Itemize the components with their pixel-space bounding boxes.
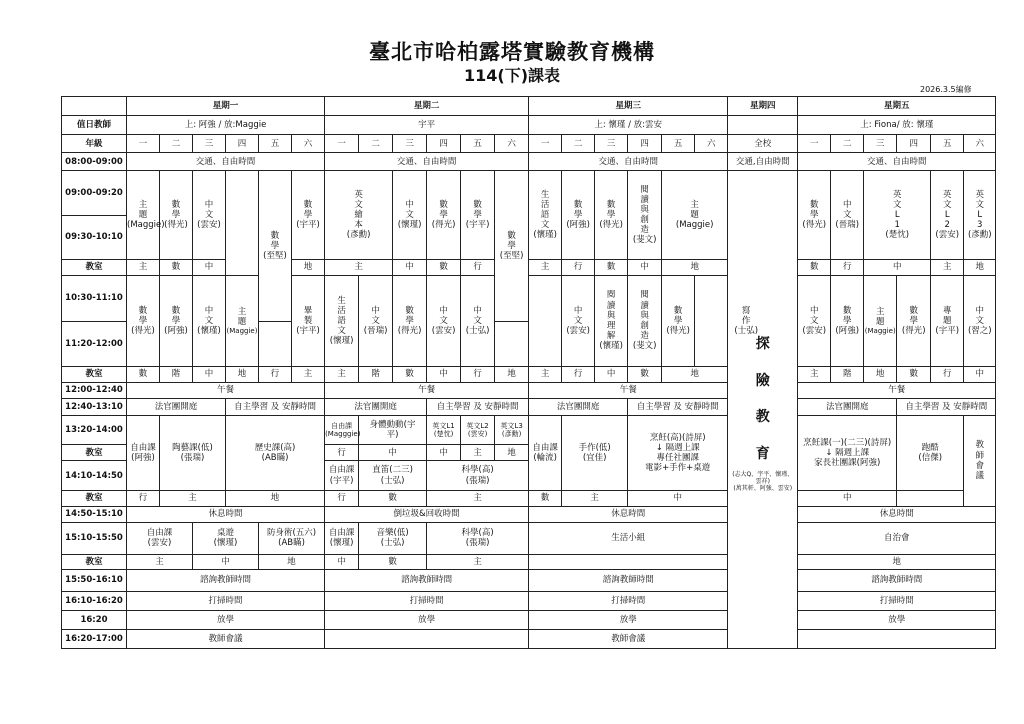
study-cell: 自主學習 及 安靜時間 bbox=[226, 398, 325, 415]
duty-mon: 上: 阿強 / 放:Maggie bbox=[127, 116, 325, 135]
room-cell: 中 bbox=[628, 491, 728, 507]
grade-cell: 一 bbox=[325, 135, 359, 153]
time-cell: 16:10-16:20 bbox=[62, 591, 127, 610]
room-cell: 主 bbox=[529, 367, 562, 383]
class-cell: 科學(高) (張瑞) bbox=[427, 461, 529, 491]
page-subtitle: 114(下)課表 bbox=[463, 66, 561, 85]
traffic-cell: 交通、自由時間 bbox=[325, 153, 529, 171]
room-cell: 主 bbox=[461, 445, 495, 461]
room-cell: 地 bbox=[662, 260, 728, 276]
room-cell: 數 bbox=[427, 260, 461, 276]
class-cell: 主 題 (Maggie) bbox=[864, 275, 897, 366]
room-cell: 地 bbox=[226, 491, 325, 507]
class-cell: 自由課 (宇平) bbox=[325, 461, 359, 491]
leave-cell: 放學 bbox=[127, 610, 325, 629]
grade-cell: 四 bbox=[897, 135, 931, 153]
room-cell: 中 bbox=[325, 554, 359, 570]
class-cell: 主 題 (Maggie) bbox=[662, 171, 728, 260]
time-cell: 08:00-09:00 bbox=[62, 153, 127, 171]
room-cell: 地 bbox=[495, 367, 529, 383]
court-cell: 法官團開庭 bbox=[529, 398, 628, 415]
grade-cell: 四 bbox=[628, 135, 662, 153]
clean-cell: 打掃時間 bbox=[798, 591, 996, 610]
rest-cell: 倒垃圾&回收時間 bbox=[325, 506, 529, 522]
room-cell: 行 bbox=[562, 260, 595, 276]
class-cell: 數 學 (得光) bbox=[897, 275, 931, 366]
club-cell: 烹飪課(一)(二三)(詩屏) ↓ 隔週上課 家長社團課(阿強) bbox=[798, 415, 897, 490]
class-cell: 中 文 (懷瑾) bbox=[193, 275, 226, 366]
room-cell: 地 bbox=[292, 260, 325, 276]
duty-thu bbox=[728, 116, 798, 135]
counsel-cell: 諮詢教師時間 bbox=[798, 570, 996, 591]
class-cell: 歷史課(高) (AB瞞) bbox=[226, 415, 325, 490]
class-cell: 數 學 (至堅) bbox=[259, 171, 292, 321]
duty-tue: 宇平 bbox=[325, 116, 529, 135]
room-cell: 主 bbox=[325, 367, 359, 383]
court-cell: 法官團開庭 bbox=[798, 398, 897, 415]
room-cell: 地 bbox=[662, 367, 728, 383]
class-cell: 中 文 (晉瑞) bbox=[359, 275, 393, 366]
class-cell: 數 學 (阿強) bbox=[831, 275, 864, 366]
grade-cell: 六 bbox=[695, 135, 728, 153]
class-cell bbox=[529, 275, 562, 366]
class-cell: 陶藝課(低) (張瑞) bbox=[160, 415, 226, 490]
traffic-cell: 交通、自由時間 bbox=[529, 153, 728, 171]
room-cell: 中 bbox=[595, 367, 628, 383]
room-label: 教室 bbox=[62, 445, 127, 461]
counsel-cell: 諮詢教師時間 bbox=[127, 570, 325, 591]
room-label: 教室 bbox=[62, 260, 127, 276]
class-cell: 數 學 (得光) bbox=[595, 171, 628, 260]
room-cell: 地 bbox=[226, 367, 259, 383]
room-cell: 主 bbox=[529, 260, 562, 276]
room-cell: 數 bbox=[127, 367, 160, 383]
time-cell: 09:30-10:10 bbox=[62, 215, 127, 259]
room-cell: 地 bbox=[259, 554, 325, 570]
lunch-cell: 午餐 bbox=[325, 382, 529, 398]
class-cell: 數 學 (宇平) bbox=[461, 171, 495, 260]
room-cell: 中 bbox=[193, 260, 226, 276]
time-cell: 15:50-16:10 bbox=[62, 570, 127, 591]
class-cell: 數 學 (宇平) bbox=[292, 171, 325, 260]
grade-cell: 三 bbox=[864, 135, 897, 153]
class-cell: 數 學 (得光) bbox=[127, 275, 160, 366]
time-cell: 10:30-11:10 bbox=[62, 275, 127, 321]
life-group-cell: 生活小組 bbox=[529, 522, 728, 554]
class-cell: 英文L2 (雲安) bbox=[461, 415, 495, 445]
class-cell: 防身術(五六) (AB瞞) bbox=[259, 522, 325, 554]
page-title: 臺北市哈柏露塔實驗教育機構 bbox=[369, 40, 655, 64]
room-cell: 階 bbox=[160, 367, 193, 383]
class-cell: 數 學 (得光) bbox=[393, 275, 427, 366]
grade-cell: 六 bbox=[292, 135, 325, 153]
room-cell: 中 bbox=[193, 367, 226, 383]
court-cell: 法官團開庭 bbox=[325, 398, 427, 415]
grade-label: 年級 bbox=[62, 135, 127, 153]
grade-cell: 六 bbox=[964, 135, 996, 153]
class-cell: 畢 製 (宇平) bbox=[292, 275, 325, 366]
grade-cell: 三 bbox=[193, 135, 226, 153]
meeting-row-cell: 教師會議 bbox=[529, 629, 728, 648]
room-cell: 主 bbox=[127, 260, 160, 276]
class-cell: 自由課 (阿強) bbox=[127, 415, 160, 490]
meeting-row-cell bbox=[325, 629, 529, 648]
room-cell: 行 bbox=[325, 491, 359, 507]
class-cell: 生 活 語 文 (懷瑾) bbox=[529, 171, 562, 260]
class-cell: 主 題 (Maggie) bbox=[226, 275, 259, 366]
leave-cell: 放學 bbox=[798, 610, 996, 629]
room-cell: 主 bbox=[127, 554, 193, 570]
corner-cell bbox=[62, 97, 127, 116]
grade-cell: 三 bbox=[595, 135, 628, 153]
class-cell: 科學(高) (張瑞) bbox=[427, 522, 529, 554]
class-cell: 中 文 (雲安) bbox=[798, 275, 831, 366]
meeting-cell: 教 師 會 議 bbox=[964, 415, 996, 506]
room-cell: 地 bbox=[495, 445, 529, 461]
class-cell: 中 文 (懷瑾) bbox=[393, 171, 427, 260]
time-cell: 11:20-12:00 bbox=[62, 321, 127, 367]
room-cell bbox=[897, 491, 964, 507]
class-cell: 中 文 (士弘) bbox=[461, 275, 495, 366]
grade-cell: 三 bbox=[393, 135, 427, 153]
grade-cell: 一 bbox=[798, 135, 831, 153]
room-cell: 數 bbox=[798, 260, 831, 276]
time-cell: 16:20 bbox=[62, 610, 127, 629]
grade-cell: 二 bbox=[831, 135, 864, 153]
adventure-cell: 探 險 教 育 (志大Q、宇平、懷瑾、 雲祥) (萬其軒、阿強、雲安) bbox=[728, 171, 798, 649]
day-fri: 星期五 bbox=[798, 97, 996, 116]
room-cell: 數 bbox=[628, 367, 662, 383]
room-cell: 數 bbox=[359, 554, 427, 570]
room-cell: 數 bbox=[897, 367, 931, 383]
room-cell: 行 bbox=[562, 367, 595, 383]
grade-cell: 二 bbox=[359, 135, 393, 153]
meeting-row-cell: 教師會議 bbox=[127, 629, 325, 648]
class-cell: 數 學 (阿強) bbox=[160, 275, 193, 366]
court-cell: 法官團開庭 bbox=[127, 398, 226, 415]
room-cell: 主 bbox=[798, 367, 831, 383]
class-cell: 自由課 (Magggie) bbox=[325, 415, 359, 445]
lunch-cell: 午餐 bbox=[529, 382, 728, 398]
room-cell: 中 bbox=[393, 260, 427, 276]
class-cell bbox=[226, 171, 259, 276]
room-cell: 中 bbox=[964, 367, 996, 383]
class-cell: 自由課 (懷瑾) bbox=[325, 522, 359, 554]
room-cell: 主 bbox=[427, 554, 529, 570]
grade-cell: 二 bbox=[562, 135, 595, 153]
grade-cell: 一 bbox=[127, 135, 160, 153]
duty-fri: 上: Fiona/ 放: 懷瑾 bbox=[798, 116, 996, 135]
room-cell: 中 bbox=[359, 445, 427, 461]
class-cell: 英文L1 (楚忱) bbox=[427, 415, 461, 445]
room-cell: 地 bbox=[964, 260, 996, 276]
day-tue: 星期二 bbox=[325, 97, 529, 116]
time-cell: 15:10-15:50 bbox=[62, 522, 127, 554]
rest-cell: 休息時間 bbox=[127, 506, 325, 522]
grade-all: 全校 bbox=[728, 135, 798, 153]
room-cell: 行 bbox=[325, 445, 359, 461]
room-cell: 行 bbox=[831, 260, 864, 276]
room-cell: 主 bbox=[562, 491, 628, 507]
class-cell: 中 文 (習之) bbox=[964, 275, 996, 366]
traffic-cell: 交通、自由時間 bbox=[127, 153, 325, 171]
time-cell: 12:00-12:40 bbox=[62, 382, 127, 398]
class-cell: 中 文 (雲安) bbox=[562, 275, 595, 366]
room-cell: 中 bbox=[427, 445, 461, 461]
grade-cell: 五 bbox=[662, 135, 695, 153]
class-cell: 寫 作 (士弘) bbox=[695, 275, 798, 366]
room-cell: 行 bbox=[461, 367, 495, 383]
room-cell: 地 bbox=[798, 554, 996, 570]
counsel-cell: 諮詢教師時間 bbox=[529, 570, 728, 591]
class-cell: 閱 讀 與 理 解 (懷瑾) bbox=[595, 275, 628, 366]
timetable bbox=[61, 96, 996, 649]
room-cell: 階 bbox=[831, 367, 864, 383]
traffic-cell: 交通,自由時間 bbox=[728, 153, 798, 171]
room-cell: 數 bbox=[393, 367, 427, 383]
clean-cell: 打掃時間 bbox=[127, 591, 325, 610]
class-cell: 數 學 (得光) bbox=[427, 171, 461, 260]
lunch-cell: 午餐 bbox=[798, 382, 996, 398]
rest-cell: 休息時間 bbox=[798, 506, 996, 522]
grade-cell: 四 bbox=[226, 135, 259, 153]
room-label: 教室 bbox=[62, 367, 127, 383]
room-cell: 階 bbox=[359, 367, 393, 383]
room-cell: 中 bbox=[628, 260, 662, 276]
class-cell: 數 學 (得光) bbox=[160, 171, 193, 260]
edit-date: 2026.3.5編修 bbox=[920, 85, 972, 94]
room-cell bbox=[529, 554, 728, 570]
class-cell: 身體動動(宇 平) bbox=[359, 415, 427, 445]
class-cell: 數 學 (至堅) bbox=[495, 171, 529, 321]
class-cell: 閱 讀 與 創 造 (斐文) bbox=[628, 171, 662, 260]
duty-label: 值日教師 bbox=[62, 116, 127, 135]
arrow-down-icon: ↓ bbox=[655, 442, 663, 453]
class-cell: 桌遊 (懷瑾) bbox=[193, 522, 259, 554]
study-cell: 自主學習 及 安靜時間 bbox=[427, 398, 529, 415]
class-cell: 數 學 (得光) bbox=[798, 171, 831, 260]
class-cell: 數 學 (阿強) bbox=[562, 171, 595, 260]
class-cell: 中 文 (雲安) bbox=[427, 275, 461, 366]
day-wed: 星期三 bbox=[529, 97, 728, 116]
room-cell: 中 bbox=[864, 260, 931, 276]
day-thu: 星期四 bbox=[728, 97, 798, 116]
day-mon: 星期一 bbox=[127, 97, 325, 116]
room-cell: 行 bbox=[931, 367, 964, 383]
room-cell: 數 bbox=[595, 260, 628, 276]
study-cell: 自主學習 及 安靜時間 bbox=[897, 398, 996, 415]
duty-wed: 上: 懷瑾 / 放:雲安 bbox=[529, 116, 728, 135]
council-cell: 自治會 bbox=[798, 522, 996, 554]
room-cell: 行 bbox=[461, 260, 495, 276]
class-cell: 中 文 (雲安) bbox=[193, 171, 226, 260]
time-cell: 12:40-13:10 bbox=[62, 398, 127, 415]
class-cell: 英 文 L 1 (楚忱) bbox=[864, 171, 931, 260]
study-cell: 自主學習 及 安靜時間 bbox=[628, 398, 728, 415]
arrow-down-icon: ↓ bbox=[825, 447, 833, 458]
class-cell: 生 活 語 文 (懷瑾) bbox=[325, 275, 359, 366]
class-cell: 音樂(低) (士弘) bbox=[359, 522, 427, 554]
grade-cell: 五 bbox=[461, 135, 495, 153]
class-cell: 英文L3 (彥勳) bbox=[495, 415, 529, 445]
class-cell: 手作(低) (宜佳) bbox=[562, 415, 628, 490]
class-cell: 跑酷 (信傑) bbox=[897, 415, 964, 490]
time-cell: 09:00-09:20 bbox=[62, 171, 127, 215]
rest-cell: 休息時間 bbox=[529, 506, 728, 522]
room-cell: 地 bbox=[864, 367, 897, 383]
club-cell: 烹飪(高)(詩屏) ↓ 隔週上課 專任社團課 電影+手作+桌遊 bbox=[628, 415, 728, 490]
class-cell: 直笛(二三) (士弘) bbox=[359, 461, 427, 491]
class-cell: 中 文 (晉瑞) bbox=[831, 171, 864, 260]
class-cell: 自由課 (雲安) bbox=[127, 522, 193, 554]
time-cell: 14:50-15:10 bbox=[62, 506, 127, 522]
counsel-cell: 諮詢教師時間 bbox=[325, 570, 529, 591]
grade-cell: 二 bbox=[160, 135, 193, 153]
class-cell: 英 文 L 2 (雲安) bbox=[931, 171, 964, 260]
time-cell: 13:20-14:00 bbox=[62, 415, 127, 445]
room-cell: 數 bbox=[359, 491, 427, 507]
clean-cell: 打掃時間 bbox=[325, 591, 529, 610]
class-cell: 英 文 繪 本 (彥勳) bbox=[325, 171, 393, 260]
leave-cell: 放學 bbox=[529, 610, 728, 629]
clean-cell: 打掃時間 bbox=[529, 591, 728, 610]
room-cell: 數 bbox=[160, 260, 193, 276]
room-cell: 中 bbox=[427, 367, 461, 383]
room-cell: 行 bbox=[127, 491, 160, 507]
room-cell: 行 bbox=[259, 367, 292, 383]
grade-cell: 六 bbox=[495, 135, 529, 153]
room-cell: 主 bbox=[292, 367, 325, 383]
class-cell: 主 題 (Maggie) bbox=[127, 171, 160, 260]
leave-cell: 放學 bbox=[325, 610, 529, 629]
class-cell: 數 學 (得光) bbox=[662, 275, 695, 366]
room-cell: 數 bbox=[529, 491, 562, 507]
class-cell: 專 題 (宇平) bbox=[931, 275, 964, 366]
grade-cell: 五 bbox=[931, 135, 964, 153]
room-cell: 中 bbox=[798, 491, 897, 507]
grade-cell: 五 bbox=[259, 135, 292, 153]
traffic-cell: 交通、自由時間 bbox=[798, 153, 996, 171]
room-cell: 主 bbox=[427, 491, 529, 507]
room-cell: 中 bbox=[193, 554, 259, 570]
grade-cell: 四 bbox=[427, 135, 461, 153]
class-cell: 英 文 L 3 (彥勳) bbox=[964, 171, 996, 260]
room-cell: 主 bbox=[931, 260, 964, 276]
lunch-cell: 午餐 bbox=[127, 382, 325, 398]
class-cell: 閱 讀 與 創 造 (斐文) bbox=[628, 275, 662, 366]
room-cell: 主 bbox=[325, 260, 393, 276]
room-label: 教室 bbox=[62, 554, 127, 570]
room-label: 教室 bbox=[62, 491, 127, 507]
meeting-row-cell bbox=[798, 629, 996, 648]
room-cell: 主 bbox=[160, 491, 226, 507]
time-cell: 14:10-14:50 bbox=[62, 461, 127, 491]
time-cell: 16:20-17:00 bbox=[62, 629, 127, 648]
class-cell: 自由課 (輪流) bbox=[529, 415, 562, 490]
grade-cell: 一 bbox=[529, 135, 562, 153]
